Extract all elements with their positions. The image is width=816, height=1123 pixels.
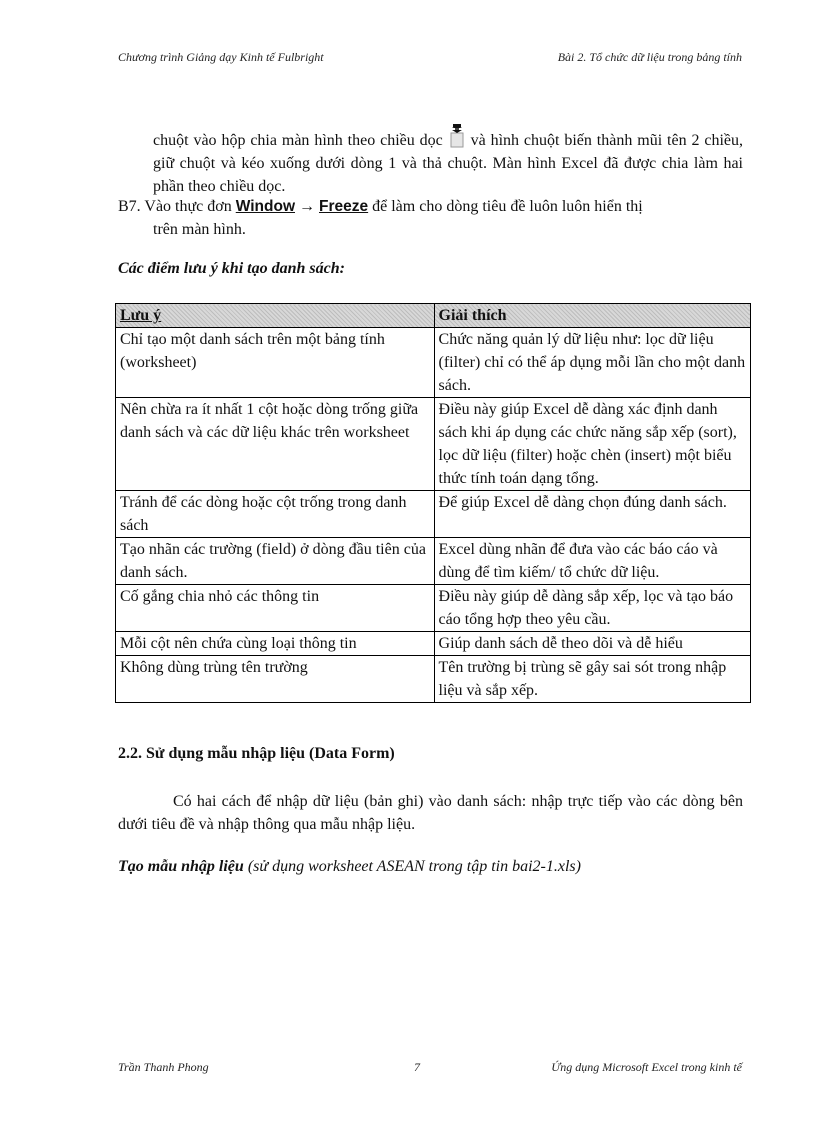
step-text-2: để làm cho dòng tiêu đề luôn luôn hiển thị xyxy=(372,198,643,215)
column-header-note: Lưu ý xyxy=(116,304,435,328)
note-cell: Chỉ tạo một danh sách trên một bảng tính (worksheet) xyxy=(116,328,435,398)
header-left: Chương trình Giảng dạy Kinh tế Fulbright xyxy=(118,50,324,64)
create-form-note: (sử dụng worksheet ASEAN trong tập tin bai2-1.xls) xyxy=(247,858,581,875)
notes-title: Các điểm lưu ý khi tạo danh sách: xyxy=(118,260,345,277)
column-header-explanation: Giải thích xyxy=(434,304,750,328)
intro-text-before: chuột vào hộp chia màn hình theo chiều dọc xyxy=(153,132,443,149)
note-cell: Tạo nhãn các trường (field) ở dòng đầu tiên của danh sách. xyxy=(116,538,435,585)
table-row xyxy=(116,656,751,703)
table-row xyxy=(116,632,751,656)
explanation-cell: Giúp danh sách dễ theo dõi và dễ hiểu xyxy=(434,632,750,656)
arrow-icon: → xyxy=(299,198,315,215)
create-form-line xyxy=(118,858,581,876)
explanation-cell: Điều này giúp Excel dễ dàng xác định danh sách khi áp dụng các chức năng sắp xếp (sort), lọc dữ liệu (filter) hoặc chèn (insert) một biểu thức tính toán dạng tổng. xyxy=(434,398,750,491)
explanation-cell: Excel dùng nhãn để đưa vào các báo cáo và dùng để tìm kiếm/ tổ chức dữ liệu. xyxy=(434,538,750,585)
menu-freeze: Freeze xyxy=(319,198,369,215)
explanation-cell: Chức năng quản lý dữ liệu như: lọc dữ liệu (filter) chỉ có thể áp dụng mỗi lần cho một danh sách. xyxy=(434,328,750,398)
split-box-icon xyxy=(450,124,464,148)
notes-table xyxy=(115,303,751,703)
footer-right: Ứng dụng Microsoft Excel trong kinh tế xyxy=(551,1060,742,1074)
explanation-cell: Tên trường bị trùng sẽ gây sai sót trong nhập liệu và sắp xếp. xyxy=(434,656,750,703)
page-number: 7 xyxy=(414,1060,420,1074)
create-form-heading: Tạo mẫu nhập liệu xyxy=(118,858,244,875)
table-header-row xyxy=(116,304,751,328)
note-cell: Nên chừa ra ít nhất 1 cột hoặc dòng trống giữa danh sách và các dữ liệu khác trên worksheet xyxy=(116,398,435,491)
table-row xyxy=(116,328,751,398)
table-row xyxy=(116,585,751,632)
table-row xyxy=(116,491,751,538)
body-paragraph: Có hai cách để nhập dữ liệu (bản ghi) vào danh sách: nhập trực tiếp vào các dòng bên dưới tiêu đề và nhập thông qua mẫu nhập liệu. xyxy=(118,793,743,833)
step-text-1: Vào thực đơn xyxy=(144,198,232,215)
intro-paragraph xyxy=(153,124,743,198)
note-cell: Tránh để các dòng hoặc cột trống trong danh sách xyxy=(116,491,435,538)
section-title: 2.2. Sử dụng mẫu nhập liệu (Data Form) xyxy=(118,745,395,762)
header-right: Bài 2. Tổ chức dữ liệu trong bảng tính xyxy=(557,50,742,64)
explanation-cell: Để giúp Excel dễ dàng chọn đúng danh sách. xyxy=(434,491,750,538)
intro-text-after: và hình chuột biến thành mũi tên 2 chiều, giữ chuột và kéo xuống dưới dòng 1 và thả chuột. Màn hình Excel đã được chia làm hai phần theo chiều dọc. xyxy=(153,132,744,195)
table-row xyxy=(116,538,751,585)
step-text-3: trên màn hình. xyxy=(153,221,246,238)
footer-author: Trần Thanh Phong xyxy=(118,1060,209,1074)
note-cell: Cố gắng chia nhỏ các thông tin xyxy=(116,585,435,632)
note-cell: Mỗi cột nên chứa cùng loại thông tin xyxy=(116,632,435,656)
table-row xyxy=(116,398,751,491)
menu-window: Window xyxy=(235,198,295,215)
explanation-cell: Điều này giúp dễ dàng sắp xếp, lọc và tạo báo cáo tổng hợp theo yêu cầu. xyxy=(434,585,750,632)
step-b7 xyxy=(118,195,743,241)
note-cell: Không dùng trùng tên trường xyxy=(116,656,435,703)
step-label: B7. xyxy=(118,198,141,215)
